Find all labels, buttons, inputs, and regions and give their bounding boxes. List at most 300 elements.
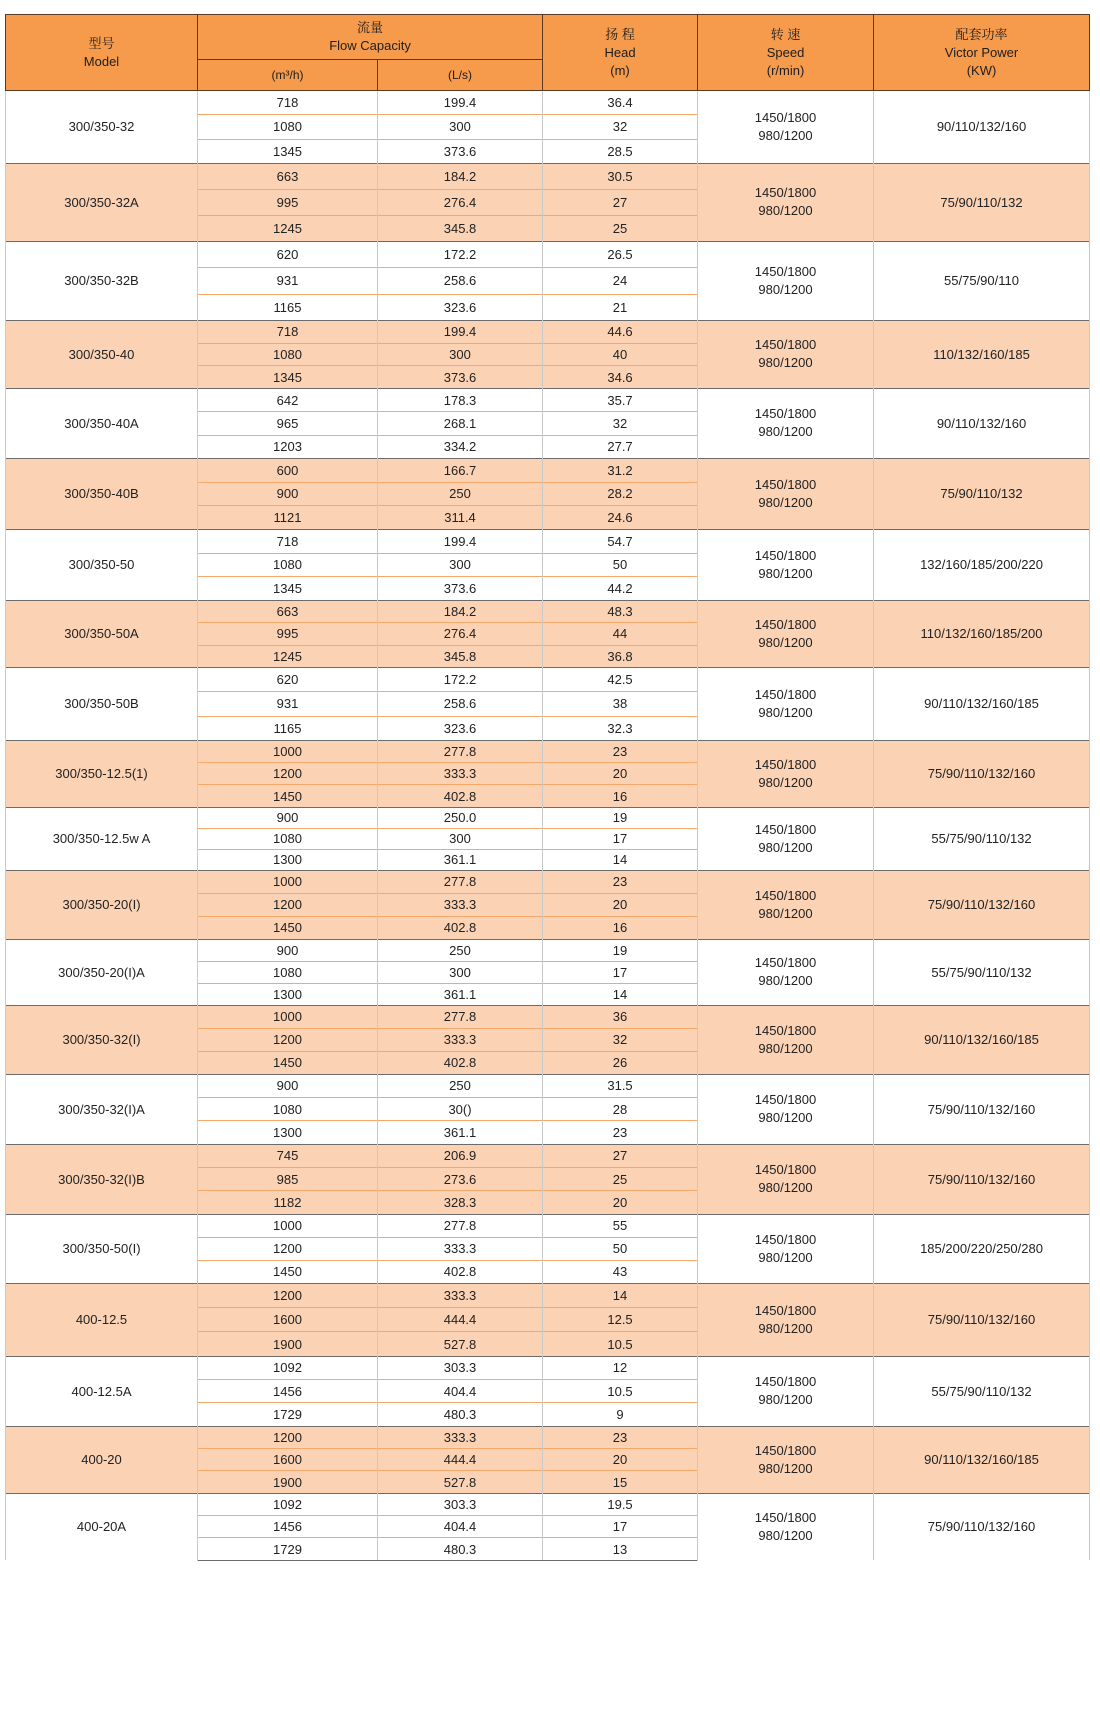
flow-ls-cell: 277.8: [378, 1214, 543, 1237]
flow-m3h-cell: 718: [198, 91, 378, 115]
flow-m3h-cell: 1080: [198, 828, 378, 849]
speed-value: 1450/1800: [754, 476, 817, 492]
flow-m3h-cell: 1182: [198, 1191, 378, 1214]
flow-ls-cell: 199.4: [378, 320, 543, 343]
table-row: [6, 458, 1090, 482]
flow-m3h-cell: 1000: [198, 870, 378, 893]
power-cell: 110/132/160/185: [874, 320, 1090, 388]
header-speed: [698, 15, 874, 91]
flow-ls-cell: 404.4: [378, 1380, 543, 1403]
flow-m3h-cell: 1345: [198, 139, 378, 163]
head-cell: 32: [543, 412, 698, 435]
flow-m3h-cell: 1080: [198, 961, 378, 983]
head-cell: 17: [543, 1516, 698, 1538]
speed-cell: [698, 1074, 874, 1144]
flow-ls-cell: 199.4: [378, 529, 543, 553]
header-head-cn: 扬 程: [605, 26, 635, 42]
power-cell: 75/90/110/132/160: [874, 740, 1090, 807]
table-row: [6, 529, 1090, 553]
flow-m3h-cell: 620: [198, 241, 378, 267]
flow-m3h-cell: 1456: [198, 1516, 378, 1538]
table-row: [6, 600, 1090, 622]
flow-ls-cell: 172.2: [378, 241, 543, 267]
table-row: [6, 870, 1090, 893]
speed-value: 980/1200: [758, 1527, 813, 1543]
model-cell: 400-12.5: [6, 1283, 198, 1356]
table-row: [6, 1005, 1090, 1028]
flow-m3h-cell: 745: [198, 1144, 378, 1167]
flow-ls-cell: 333.3: [378, 1237, 543, 1260]
head-cell: 32.3: [543, 716, 698, 740]
header-power-cn: 配套功率: [955, 26, 1008, 42]
speed-value: 980/1200: [758, 203, 813, 219]
flow-ls-cell: 527.8: [378, 1471, 543, 1493]
table-row: [6, 1356, 1090, 1379]
power-cell: 75/90/110/132: [874, 458, 1090, 529]
head-cell: 44.2: [543, 577, 698, 601]
flow-ls-cell: 166.7: [378, 458, 543, 482]
flow-m3h-cell: 900: [198, 939, 378, 961]
header-speed-unit: (r/min): [766, 62, 805, 78]
speed-value: 980/1200: [758, 127, 813, 143]
speed-value: 980/1200: [758, 1460, 813, 1476]
flow-m3h-cell: 1300: [198, 1121, 378, 1144]
speed-value: 1450/1800: [754, 1092, 817, 1108]
model-cell: 300/350-40B: [6, 458, 198, 529]
head-cell: 28.5: [543, 139, 698, 163]
speed-cell: [698, 1214, 874, 1283]
table-row: [6, 91, 1090, 115]
model-group: [6, 740, 1090, 807]
speed-value: 1450/1800: [754, 1022, 817, 1038]
flow-ls-cell: 404.4: [378, 1516, 543, 1538]
model-group: [6, 1005, 1090, 1074]
speed-value: 1450/1800: [754, 337, 817, 353]
flow-ls-cell: 323.6: [378, 294, 543, 320]
head-cell: 36: [543, 1005, 698, 1028]
speed-value: 1450/1800: [754, 109, 817, 125]
head-cell: 42.5: [543, 667, 698, 691]
power-cell: 55/75/90/110: [874, 241, 1090, 320]
model-cell: 300/350-20(I): [6, 870, 198, 939]
table-row: [6, 1144, 1090, 1167]
speed-cell: [698, 807, 874, 870]
flow-m3h-cell: 1345: [198, 577, 378, 601]
flow-m3h-cell: 1729: [198, 1403, 378, 1426]
head-cell: 14: [543, 983, 698, 1005]
head-cell: 16: [543, 916, 698, 939]
model-cell: 300/350-32(I)A: [6, 1074, 198, 1144]
header-head-en: Head: [604, 44, 636, 60]
flow-ls-cell: 277.8: [378, 1005, 543, 1028]
power-cell: 55/75/90/110/132: [874, 807, 1090, 870]
flow-m3h-cell: 1345: [198, 366, 378, 389]
flow-ls-cell: 333.3: [378, 1283, 543, 1307]
speed-value: 980/1200: [758, 704, 813, 720]
speed-value: 1450/1800: [754, 955, 817, 971]
head-cell: 17: [543, 828, 698, 849]
speed-cell: [698, 1144, 874, 1214]
speed-value: 980/1200: [758, 1180, 813, 1196]
flow-m3h-cell: 620: [198, 667, 378, 691]
head-cell: 35.7: [543, 388, 698, 411]
flow-m3h-cell: 1080: [198, 553, 378, 577]
flow-ls-cell: 311.4: [378, 506, 543, 530]
speed-cell: [698, 458, 874, 529]
flow-m3h-cell: 1456: [198, 1380, 378, 1403]
model-cell: 300/350-50A: [6, 600, 198, 667]
speed-value: 980/1200: [758, 905, 813, 921]
flow-m3h-cell: 1245: [198, 645, 378, 667]
flow-ls-cell: 268.1: [378, 412, 543, 435]
head-cell: 23: [543, 870, 698, 893]
head-cell: 44.6: [543, 320, 698, 343]
power-cell: 75/90/110/132/160: [874, 1074, 1090, 1144]
flow-ls-cell: 333.3: [378, 893, 543, 916]
speed-cell: [698, 1426, 874, 1493]
head-cell: 27.7: [543, 435, 698, 458]
header-power-unit: (KW): [966, 62, 997, 78]
model-cell: 300/350-32B: [6, 241, 198, 320]
speed-cell: [698, 91, 874, 164]
model-group: [6, 600, 1090, 667]
flow-m3h-cell: 1600: [198, 1308, 378, 1332]
flow-ls-cell: 323.6: [378, 716, 543, 740]
head-cell: 13: [543, 1538, 698, 1560]
flow-ls-cell: 373.6: [378, 366, 543, 389]
head-cell: 16: [543, 785, 698, 807]
flow-ls-cell: 184.2: [378, 600, 543, 622]
header-power: [874, 15, 1090, 91]
head-cell: 55: [543, 1214, 698, 1237]
model-cell: 300/350-32: [6, 91, 198, 164]
speed-cell: [698, 667, 874, 740]
header-head-unit: (m): [610, 62, 630, 78]
speed-value: 1450/1800: [754, 406, 817, 422]
flow-ls-cell: 172.2: [378, 667, 543, 691]
head-cell: 34.6: [543, 366, 698, 389]
model-group: [6, 1493, 1090, 1560]
flow-ls-cell: 527.8: [378, 1332, 543, 1356]
power-cell: 90/110/132/160/185: [874, 1426, 1090, 1493]
power-cell: 75/90/110/132/160: [874, 1144, 1090, 1214]
header-speed-en: Speed: [766, 44, 805, 60]
flow-m3h-cell: 1450: [198, 1260, 378, 1283]
head-cell: 19: [543, 807, 698, 828]
model-group: [6, 1074, 1090, 1144]
head-cell: 24: [543, 268, 698, 294]
flow-ls-cell: 250: [378, 1074, 543, 1097]
speed-cell: [698, 1283, 874, 1356]
power-cell: 75/90/110/132/160: [874, 870, 1090, 939]
flow-m3h-cell: 1900: [198, 1471, 378, 1493]
speed-cell: [698, 163, 874, 241]
speed-cell: [698, 320, 874, 388]
speed-value: 980/1200: [758, 424, 813, 440]
speed-value: 980/1200: [758, 1249, 813, 1265]
head-cell: 21: [543, 294, 698, 320]
flow-ls-cell: 480.3: [378, 1538, 543, 1560]
flow-m3h-cell: 1200: [198, 1237, 378, 1260]
flow-m3h-cell: 1092: [198, 1356, 378, 1379]
header-flow: [198, 15, 543, 60]
header-speed-cn: 转 速: [770, 26, 801, 42]
model-group: [6, 870, 1090, 939]
head-cell: 14: [543, 849, 698, 870]
model-group: [6, 91, 1090, 164]
speed-value: 980/1200: [758, 281, 813, 297]
flow-ls-cell: 300: [378, 961, 543, 983]
speed-value: 980/1200: [758, 1110, 813, 1126]
table-row: [6, 939, 1090, 961]
model-group: [6, 1144, 1090, 1214]
flow-m3h-cell: 663: [198, 163, 378, 189]
model-cell: 300/350-20(I)A: [6, 939, 198, 1005]
flow-m3h-cell: 995: [198, 189, 378, 215]
flow-m3h-cell: 1900: [198, 1332, 378, 1356]
head-cell: 36.8: [543, 645, 698, 667]
flow-ls-cell: 250: [378, 939, 543, 961]
flow-ls-cell: 361.1: [378, 1121, 543, 1144]
speed-value: 1450/1800: [754, 616, 817, 632]
head-cell: 20: [543, 893, 698, 916]
flow-ls-cell: 328.3: [378, 1191, 543, 1214]
speed-value: 980/1200: [758, 494, 813, 510]
table-row: [6, 740, 1090, 762]
flow-ls-cell: 250: [378, 482, 543, 506]
head-cell: 30.5: [543, 163, 698, 189]
head-cell: 14: [543, 1283, 698, 1307]
head-cell: 20: [543, 1191, 698, 1214]
power-cell: 75/90/110/132/160: [874, 1493, 1090, 1560]
flow-m3h-cell: 931: [198, 268, 378, 294]
speed-value: 1450/1800: [754, 1374, 817, 1390]
model-cell: 300/350-40A: [6, 388, 198, 458]
table-row: [6, 1074, 1090, 1097]
flow-ls-cell: 30(): [378, 1098, 543, 1121]
speed-cell: [698, 529, 874, 600]
flow-m3h-cell: 1300: [198, 849, 378, 870]
speed-value: 1450/1800: [754, 1302, 817, 1318]
head-cell: 12.5: [543, 1308, 698, 1332]
head-cell: 32: [543, 115, 698, 139]
model-group: [6, 1283, 1090, 1356]
flow-m3h-cell: 1200: [198, 893, 378, 916]
flow-ls-cell: 303.3: [378, 1356, 543, 1379]
model-group: [6, 939, 1090, 1005]
table-row: [6, 1493, 1090, 1515]
flow-m3h-cell: 1450: [198, 785, 378, 807]
flow-ls-cell: 361.1: [378, 983, 543, 1005]
speed-value: 980/1200: [758, 973, 813, 989]
model-group: [6, 1214, 1090, 1283]
speed-cell: [698, 1356, 874, 1426]
flow-m3h-cell: 1245: [198, 215, 378, 241]
power-cell: 110/132/160/185/200: [874, 600, 1090, 667]
header-model: [6, 15, 198, 91]
flow-ls-cell: 333.3: [378, 1028, 543, 1051]
flow-m3h-cell: 1200: [198, 763, 378, 785]
speed-cell: [698, 241, 874, 320]
flow-m3h-cell: 642: [198, 388, 378, 411]
flow-m3h-cell: 663: [198, 600, 378, 622]
flow-ls-cell: 276.4: [378, 189, 543, 215]
flow-m3h-cell: 1203: [198, 435, 378, 458]
model-group: [6, 163, 1090, 241]
head-cell: 12: [543, 1356, 698, 1379]
model-group: [6, 1426, 1090, 1493]
flow-m3h-cell: 985: [198, 1168, 378, 1191]
head-cell: 38: [543, 692, 698, 716]
header-power-en: Victor Power: [944, 44, 1019, 60]
speed-value: 980/1200: [758, 1320, 813, 1336]
power-cell: 90/110/132/160/185: [874, 667, 1090, 740]
table-row: [6, 1214, 1090, 1237]
flow-m3h-cell: 995: [198, 623, 378, 645]
flow-m3h-cell: 900: [198, 482, 378, 506]
speed-value: 1450/1800: [754, 547, 817, 563]
speed-cell: [698, 388, 874, 458]
flow-ls-cell: 273.6: [378, 1168, 543, 1191]
flow-m3h-cell: 1450: [198, 1051, 378, 1074]
table-row: [6, 807, 1090, 828]
model-cell: 300/350-32A: [6, 163, 198, 241]
table-row: [6, 388, 1090, 411]
head-cell: 50: [543, 1237, 698, 1260]
header-model-en: Model: [83, 53, 120, 69]
head-cell: 28.2: [543, 482, 698, 506]
flow-ls-cell: 300: [378, 828, 543, 849]
head-cell: 23: [543, 1121, 698, 1144]
speed-value: 980/1200: [758, 774, 813, 790]
flow-m3h-cell: 1200: [198, 1283, 378, 1307]
flow-m3h-cell: 1000: [198, 1214, 378, 1237]
model-cell: 400-20A: [6, 1493, 198, 1560]
flow-m3h-cell: 965: [198, 412, 378, 435]
flow-ls-cell: 361.1: [378, 849, 543, 870]
speed-value: 980/1200: [758, 1040, 813, 1056]
head-cell: 54.7: [543, 529, 698, 553]
head-cell: 31.2: [543, 458, 698, 482]
flow-ls-cell: 402.8: [378, 1260, 543, 1283]
flow-ls-cell: 444.4: [378, 1308, 543, 1332]
power-cell: 90/110/132/160: [874, 91, 1090, 164]
model-cell: 300/350-12.5w A: [6, 807, 198, 870]
flow-m3h-cell: 1121: [198, 506, 378, 530]
head-cell: 10.5: [543, 1332, 698, 1356]
head-cell: 19: [543, 939, 698, 961]
flow-ls-cell: 300: [378, 115, 543, 139]
flow-ls-cell: 345.8: [378, 215, 543, 241]
speed-cell: [698, 1493, 874, 1560]
flow-ls-cell: 300: [378, 553, 543, 577]
model-group: [6, 807, 1090, 870]
table-row: [6, 1283, 1090, 1307]
head-cell: 25: [543, 215, 698, 241]
head-cell: 25: [543, 1168, 698, 1191]
table-row: [6, 1426, 1090, 1448]
head-cell: 20: [543, 763, 698, 785]
power-cell: 90/110/132/160: [874, 388, 1090, 458]
speed-value: 1450/1800: [754, 263, 817, 279]
table-row: [6, 241, 1090, 267]
speed-cell: [698, 1005, 874, 1074]
flow-m3h-cell: 718: [198, 320, 378, 343]
flow-ls-cell: 276.4: [378, 623, 543, 645]
table-row: [6, 667, 1090, 691]
head-cell: 24.6: [543, 506, 698, 530]
flow-m3h-cell: 1165: [198, 294, 378, 320]
flow-ls-cell: 277.8: [378, 870, 543, 893]
model-cell: 400-12.5A: [6, 1356, 198, 1426]
flow-ls-cell: 480.3: [378, 1403, 543, 1426]
head-cell: 23: [543, 1426, 698, 1448]
flow-ls-cell: 300: [378, 343, 543, 366]
head-cell: 26: [543, 1051, 698, 1074]
header-head: [543, 15, 698, 91]
flow-ls-cell: 258.6: [378, 692, 543, 716]
flow-m3h-cell: 1165: [198, 716, 378, 740]
flow-m3h-cell: 1300: [198, 983, 378, 1005]
model-cell: 300/350-32(I)B: [6, 1144, 198, 1214]
flow-m3h-cell: 900: [198, 1074, 378, 1097]
head-cell: 23: [543, 740, 698, 762]
flow-m3h-cell: 1092: [198, 1493, 378, 1515]
head-cell: 44: [543, 623, 698, 645]
flow-m3h-cell: 600: [198, 458, 378, 482]
flow-m3h-cell: 1080: [198, 115, 378, 139]
flow-m3h-cell: 718: [198, 529, 378, 553]
head-cell: 9: [543, 1403, 698, 1426]
speed-value: 980/1200: [758, 1392, 813, 1408]
flow-m3h-cell: 1000: [198, 740, 378, 762]
model-group: [6, 529, 1090, 600]
header-model-cn: 型号: [88, 35, 115, 51]
head-cell: 43: [543, 1260, 698, 1283]
pump-spec-table: [5, 14, 1090, 1561]
head-cell: 50: [543, 553, 698, 577]
speed-value: 980/1200: [758, 565, 813, 581]
head-cell: 26.5: [543, 241, 698, 267]
flow-m3h-cell: 1080: [198, 1098, 378, 1121]
flow-ls-cell: 444.4: [378, 1449, 543, 1471]
header-flow-cn: 流量: [357, 20, 384, 35]
flow-m3h-cell: 1729: [198, 1538, 378, 1560]
head-cell: 10.5: [543, 1380, 698, 1403]
table-row: [6, 163, 1090, 189]
flow-m3h-cell: 1200: [198, 1028, 378, 1051]
speed-cell: [698, 740, 874, 807]
speed-cell: [698, 870, 874, 939]
flow-ls-cell: 250.0: [378, 807, 543, 828]
power-cell: 75/90/110/132: [874, 163, 1090, 241]
speed-value: 1450/1800: [754, 887, 817, 903]
model-cell: 300/350-50(I): [6, 1214, 198, 1283]
flow-ls-cell: 178.3: [378, 388, 543, 411]
flow-ls-cell: 402.8: [378, 1051, 543, 1074]
speed-value: 980/1200: [758, 839, 813, 855]
flow-ls-cell: 334.2: [378, 435, 543, 458]
power-cell: 185/200/220/250/280: [874, 1214, 1090, 1283]
power-cell: 75/90/110/132/160: [874, 1283, 1090, 1356]
speed-value: 1450/1800: [754, 756, 817, 772]
speed-value: 1450/1800: [754, 1162, 817, 1178]
model-group: [6, 241, 1090, 320]
flow-ls-cell: 206.9: [378, 1144, 543, 1167]
power-cell: 55/75/90/110/132: [874, 939, 1090, 1005]
model-cell: 300/350-12.5(1): [6, 740, 198, 807]
head-cell: 40: [543, 343, 698, 366]
